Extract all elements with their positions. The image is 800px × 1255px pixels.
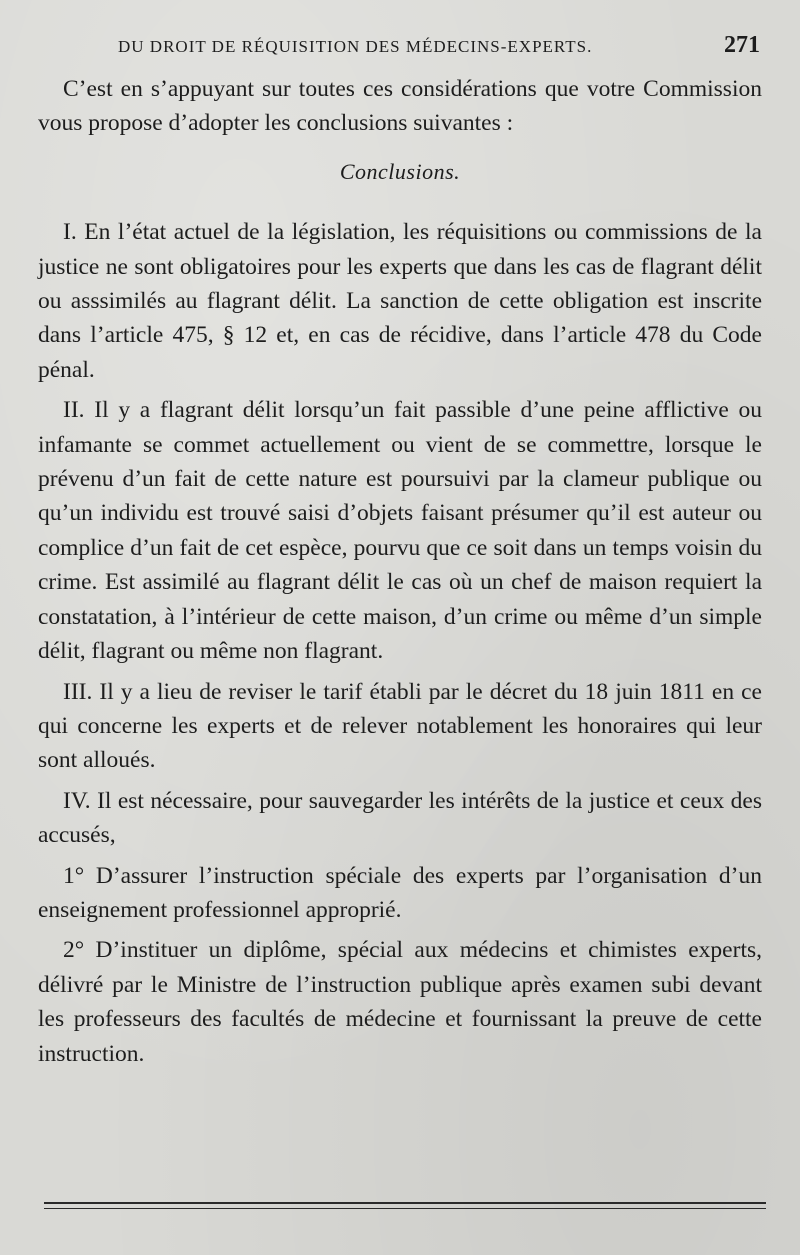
footer-rule-bottom xyxy=(44,1208,766,1209)
intro-paragraph: C’est en s’appuyant sur toutes ces considérations que votre Commission vous propose d’adopter les conclusions suivantes : xyxy=(38,76,762,137)
page-number: 271 xyxy=(724,32,760,58)
page-header xyxy=(118,32,760,62)
conclusion-item-2: II. Il y a flagrant délit lorsqu’un fait passible d’une peine afflictive ou infamante se commet actuellement ou vient de se commettre, lorsque le prévenu d’un fait de cette nature est poursuivi par la clameur publique ou qu’un individu est trouvé saisi d’objets faisant présumer qu’il est auteur ou complice d’un fait de cet espèce, pourvu que ce soit dans un temps voisin du crime. Est assimilé au flagrant délit le cas où un chef de maison requiert la constatation, à l’intérieur de cette maison, d’un crime ou même d’un simple délit, flagrant ou même non flagrant. xyxy=(38,397,762,665)
conclusions-heading: Conclusions. xyxy=(339,158,461,184)
conclusion-subitem-2: 2° D’instituer un diplôme, spécial aux médecins et chimistes experts, délivré par le Ministre de l’instruction publique après examen subi devant les professeurs des facultés de médecine et fournissant la preuve de cette instruction. xyxy=(38,937,762,1067)
conclusion-item-1: I. En l’état actuel de la législation, les réquisitions ou commissions de la justice ne sont obligatoires pour les experts que dans les cas de flagrant délit ou asssimilés au flagrant délit. La sanction de cette obligation est inscrite dans l’article 475, § 12 et, en cas de récidive, dans l’article 478 du Code pénal. xyxy=(38,219,762,383)
conclusion-item-4: IV. Il est nécessaire, pour sauvegarder les intérêts de la justice et ceux des accusés, xyxy=(38,787,762,849)
page-body xyxy=(38,72,762,1071)
footer-double-rule xyxy=(44,1202,766,1209)
conclusion-item-3: III. Il y a lieu de reviser le tarif établi par le décret du 18 juin 1811 en ce qui concerne les experts et de relever notablement les honoraires qui leur sont alloués. xyxy=(38,678,762,774)
conclusion-subitem-1: 1° D’assurer l’instruction spéciale des experts par l’organisation d’un enseignement professionnel approprié. xyxy=(38,862,762,923)
running-title: DU DROIT DE RÉQUISITION DES MÉDECINS-EXPERTS. xyxy=(118,37,593,56)
footer-rule-top xyxy=(44,1202,766,1204)
